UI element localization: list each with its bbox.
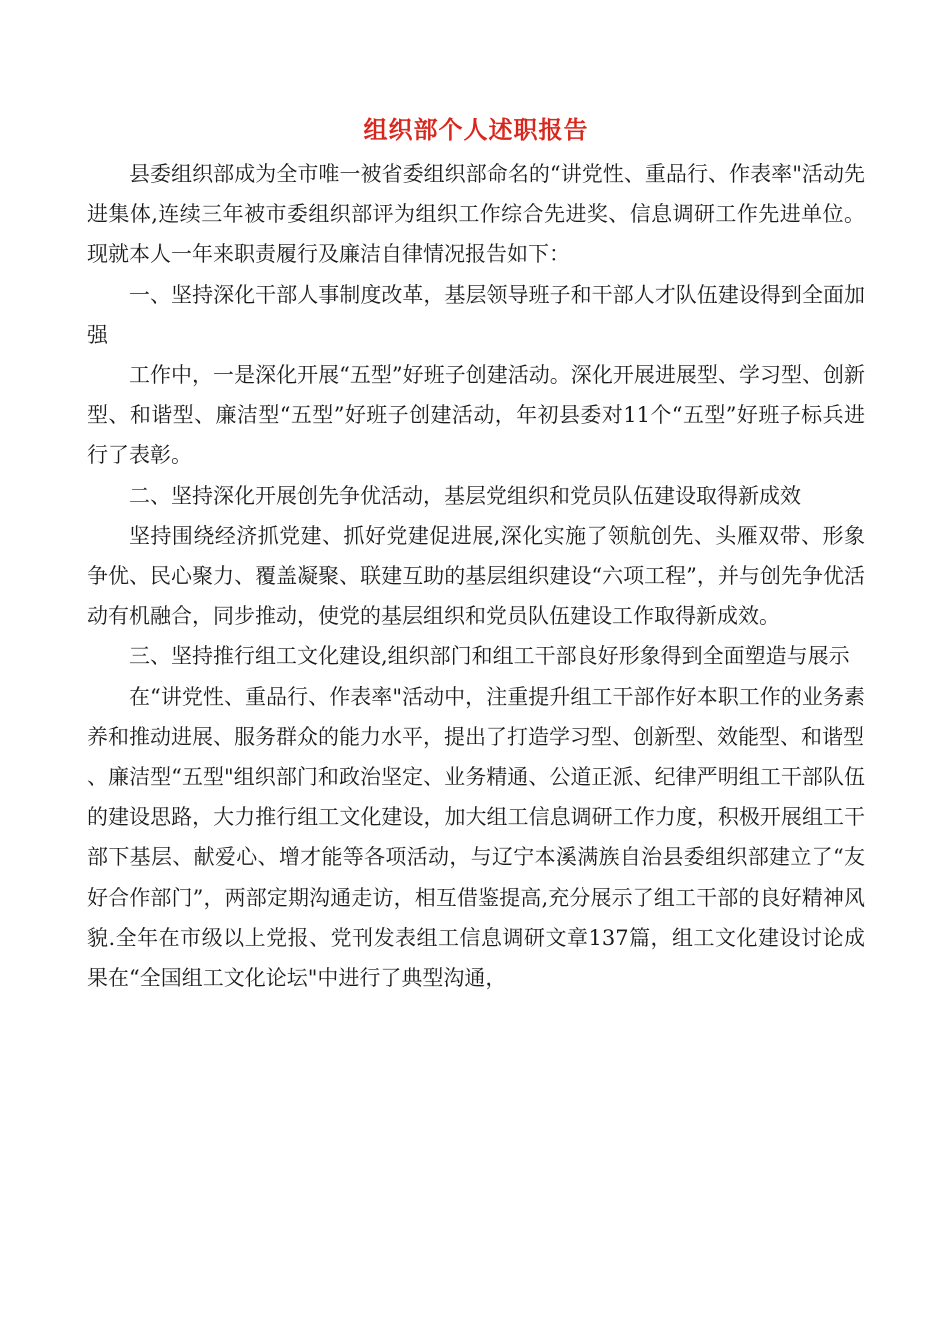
document-page — [87, 108, 865, 998]
document-title: 组织部个人述职报告 — [363, 115, 589, 144]
paragraph-section-3-continued: 、廉洁型“五型"组织部门和政治坚定、业务精通、公道正派、纪律严明组工干部队伍的建设思路，大力推行组工文化建设，加大组工信息调研工作力度，积极开展组工干部下基层、献爱心、增才能等各项活动，与辽宁本溪满族自治县委组织部建立了“友好合作部门”，两部定期沟通走访，相互借鉴提高,充分展示了组工干部的良好精神风貌.全年在市级以上党报、党刊发表组工信息调研文章137篇，组工文化建设讨论成果在“全国组工文化论坛"中进行了典型沟通， — [87, 765, 865, 991]
paragraph-section-1: 工作中，一是深化开展“五型”好班子创建活动。深化开展进展型、学习型、创新型、和谐型、廉洁型“五型”好班子创建活动，年初县委对11个“五型”好班子标兵进行了表彰。 — [87, 363, 865, 468]
section-heading-3: 三、坚持推行组工文化建设,组织部门和组工干部良好形象得到全面塑造与展示 — [129, 644, 850, 669]
section-heading-1: 一、坚持深化干部人事制度改革，基层领导班子和干部人才队伍建设得到全面加强 — [87, 282, 865, 347]
paragraph-intro: 县委组织部成为全市唯一被省委组织部命名的“讲党性、重品行、作表率"活动先进集体,连续三年被市委组织部评为组织工作综合先进奖、信息调研工作先进单位。现就本人一年来职责履行及廉洁自律情况报告如下： — [87, 162, 865, 267]
paragraph-section-2: 坚持围绕经济抓党建、抓好党建促进展,深化实施了领航创先、头雁双带、形象争优、民心聚力、覆盖凝聚、联建互助的基层组织建设“六项工程”，并与创先争优活动有机融合，同步推动，使党的基层组织和党员队伍建设工作取得新成效。 — [87, 523, 865, 629]
paragraph-section-3: 在“讲党性、重品行、作表率"活动中，注重提升组工干部作好本职工作的业务素养和推动进展、服务群众的能力水平，提出了打造学习型、创新型、效能型、和谐型 — [87, 684, 865, 749]
section-heading-2: 二、坚持深化开展创先争优活动，基层党组织和党员队伍建设取得新成效 — [129, 483, 801, 508]
